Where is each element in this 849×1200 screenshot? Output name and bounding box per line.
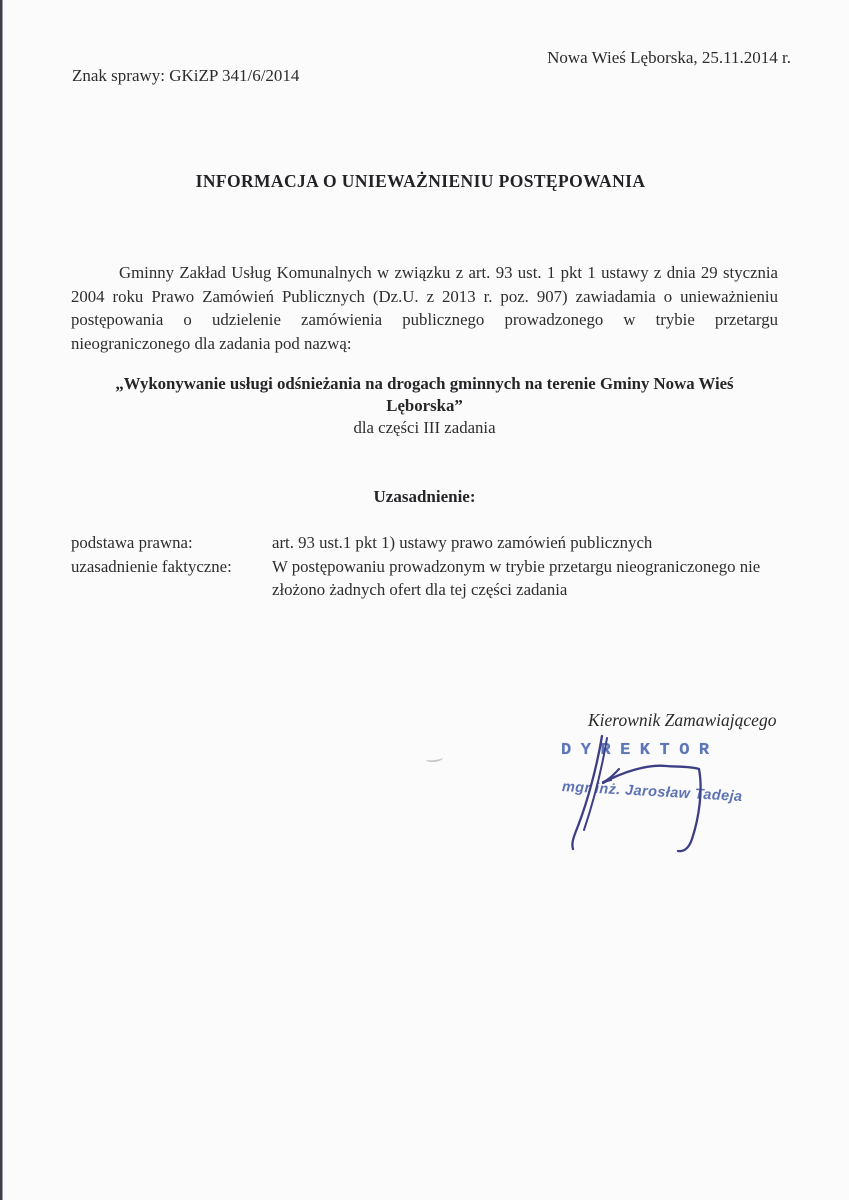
intro-line: Gminny Zakład Usług Komunalnych w związku z art. 93 ust. 1 pkt 1 ustawy z dnia 29 stycznia bbox=[119, 263, 778, 282]
name-stamp-text: mgr inż. Jarosław Tadeja bbox=[561, 779, 743, 806]
pen-mark bbox=[426, 754, 444, 763]
task-name-line: Lęborska” bbox=[386, 396, 463, 415]
signatory-role: Kierownik Zamawiającego bbox=[588, 710, 777, 730]
intro-line: 2004 roku Prawo Zamówień Publicznych (Dz.U. z 2013 r. poz. 907) zawiadamia o unieważnieniu bbox=[71, 286, 778, 306]
director-stamp-text: DYREKTOR bbox=[561, 741, 719, 760]
task-name-block bbox=[71, 373, 778, 439]
intro-line: postępowania o udzielenie zamówienia publicznego prowadzonego w trybie przetargu bbox=[71, 310, 778, 330]
row-value: art. 93 ust.1 pkt 1) ustawy prawo zamówień publicznych bbox=[272, 533, 653, 552]
date-place-line: Nowa Wieś Lęborska, 25.11.2014 r. bbox=[547, 48, 791, 67]
task-part-line: dla części III zadania bbox=[353, 418, 496, 437]
justification-heading: Uzasadnienie: bbox=[373, 487, 476, 506]
justification-row-factual bbox=[71, 555, 781, 602]
intro-paragraph bbox=[71, 261, 778, 356]
justification-table bbox=[71, 531, 781, 602]
handwritten-signature bbox=[540, 710, 760, 870]
row-label: uzasadnienie faktyczne: bbox=[71, 556, 232, 576]
signature-stroke bbox=[603, 766, 701, 851]
justification-row-legal bbox=[71, 531, 781, 555]
case-reference: Znak sprawy: GKiZP 341/6/2014 bbox=[72, 66, 300, 85]
task-name-line: „Wykonywanie usługi odśnieżania na drogach gminnych na terenie Gminy Nowa Wieś bbox=[115, 374, 734, 393]
signature-stroke bbox=[572, 736, 602, 849]
row-value: W postępowaniu prowadzonym w trybie przetargu nieograniczonego nie złożono żadnych ofert dla tej części zadania bbox=[272, 556, 761, 600]
document-title: INFORMACJA O UNIEWAŻNIENIU POSTĘPOWANIA bbox=[195, 171, 646, 191]
intro-line: nieograniczonego dla zadania pod nazwą: bbox=[71, 334, 352, 354]
row-label: podstawa prawna: bbox=[71, 533, 193, 552]
